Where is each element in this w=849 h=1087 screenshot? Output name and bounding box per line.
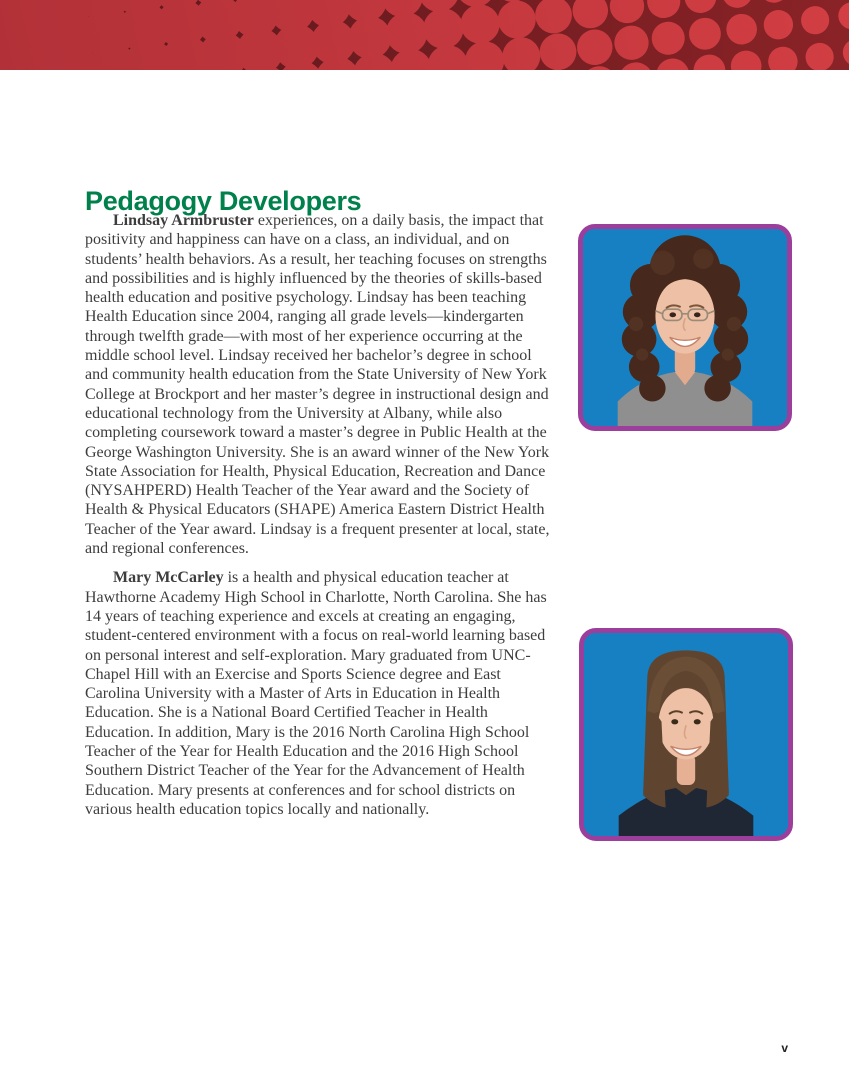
portrait-photo-lindsay bbox=[578, 224, 792, 431]
bio-name-lindsay: Lindsay Armbruster bbox=[113, 212, 254, 229]
bio-paragraph-lindsay bbox=[85, 211, 555, 558]
header-banner bbox=[0, 0, 849, 70]
portrait-photo-mary bbox=[579, 628, 793, 841]
page-number: v bbox=[781, 1041, 788, 1055]
portrait-illustration-lindsay bbox=[583, 229, 787, 426]
bio-body-mary: is a health and physical education teacher at Hawthorne Academy High School in Charlotte, North Carolina. She has 14 years of teaching experience and excels at creating an engaging, student-centered environment with a focus on real-world learning based on personal interest and self-exploration. Mary graduated from UNC-Chapel Hill with an Exercise and Sports Science degree and East Carolina University with a Master of Arts in Education in Health Education. She is a National Board Certified Teacher in Health Education. In addition, Mary is the 2016 North Carolina High School Teacher of the Year for Health Education and the 2016 High School Southern District Teacher of the Year for the Advancement of Health Education. Mary presents at conferences and for school districts on various health education topics locally and nationally. bbox=[85, 569, 547, 818]
bio-body-lindsay: experiences, on a daily basis, the impact that positivity and happiness can have on a class, an individual, and on students’ health behaviors. As a result, her teaching focuses on strengths and possibilities and is highly influenced by the theories of skills-based health education and positive psychology. Lindsay has been teaching Health Education since 2004, ranging all grade levels—kindergarten through twelfth grade—with most of her experience occurring at the middle school level. Lindsay received her bachelor’s degree in school and community health education from the State University of New York College at Brockport and her master’s degree in instructional design and educational technology from the University at Albany, while also completing coursework toward a master’s degree in Public Health at the George Washington University. She is an award winner of the New York State Association for Health, Physical Education, Recreation and Dance (NYSAHPERD) Health Teacher of the Year award and the Society of Health & Physical Educators (SHAPE) America Eastern District Health Teacher of the Year award. Lindsay is a frequent presenter at local, state, and regional conferences. bbox=[85, 212, 550, 558]
bio-paragraph-mary bbox=[85, 568, 555, 819]
page-title: Pedagogy Developers bbox=[85, 186, 362, 217]
portrait-illustration-mary bbox=[584, 633, 788, 836]
bio-text-column bbox=[85, 211, 555, 819]
bio-name-mary: Mary McCarley bbox=[113, 569, 224, 587]
halftone-pattern-graphic bbox=[0, 0, 849, 70]
